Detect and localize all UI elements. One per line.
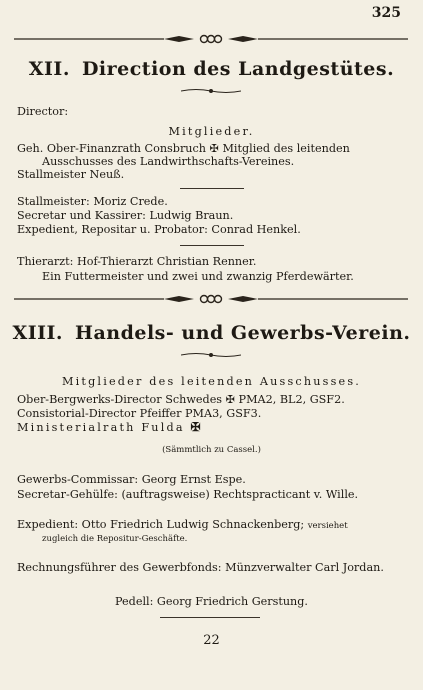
page-number: 325 <box>371 5 401 21</box>
section-title-xiii <box>0 322 423 344</box>
small-ornament <box>181 87 241 95</box>
section-heading: Handels- und Gewerbs-Verein. <box>75 322 411 344</box>
members-heading: Mitglieder des leitenden Ausschusses. <box>61 375 362 388</box>
expedient-note: versiehet <box>307 521 348 531</box>
ornamental-rule-top <box>14 33 408 45</box>
stallmeister-line: Stallmeister Neuß. <box>17 168 125 181</box>
staff-line: Expedient, Repositar u. Probator: Conrad Henkel. <box>17 223 301 236</box>
staff-line: Secretar und Kassirer: Ludwig Braun. <box>17 209 234 222</box>
secretar-line: Secretar-Gehülfe: (auftragsweise) Rechtspracticant v. Wille. <box>17 488 359 501</box>
vet-line-cont: Ein Futtermeister und zwei und zwanzig Pferdewärter. <box>42 270 354 283</box>
members-heading: Mitglieder. <box>168 125 255 138</box>
divider <box>180 188 244 189</box>
commissar-line: Gewerbs-Commissar: Georg Ernst Espe. <box>17 473 246 486</box>
rechnungsfuehrer-line: Rechnungsführer des Gewerbfonds: Münzverwalter Carl Jordan. <box>17 561 384 574</box>
location-note: (Sämmtlich zu Cassel.) <box>162 445 261 455</box>
order-cross-icon: ✠ <box>190 420 203 434</box>
divider <box>160 617 260 618</box>
member-line: Ober-Bergwerks-Director Schwedes ✠ PMA2, BL2, GSF2. <box>17 393 345 406</box>
member-line-cont: Ausschusses des Landwirthschafts-Vereines. <box>42 155 295 168</box>
member-line <box>17 421 203 434</box>
small-ornament <box>181 351 241 359</box>
member-line: Geh. Ober-Finanzrath Consbruch ✠ Mitglied des leitenden <box>17 142 350 155</box>
expedient-main: Expedient: Otto Friedrich Ludwig Schnackenberg; <box>17 518 305 531</box>
divider <box>180 245 244 246</box>
pedell-line: Pedell: Georg Friedrich Gerstung. <box>115 595 308 608</box>
section-title-xii <box>0 58 423 80</box>
director-label: Director: <box>17 105 69 118</box>
ornamental-rule-middle <box>14 293 408 305</box>
section-heading: Direction des Landgestütes. <box>81 58 395 80</box>
member-line: Consistorial-Director Pfeiffer PMA3, GSF3. <box>17 407 262 420</box>
section-number: XII. <box>28 58 70 80</box>
expedient-note-cont: zugleich die Repositur-Geschäfte. <box>42 534 188 544</box>
vet-line: Thierarzt: Hof-Thierarzt Christian Renner. <box>17 255 257 268</box>
expedient-line <box>17 518 348 533</box>
staff-line: Stallmeister: Moriz Crede. <box>17 195 168 208</box>
section-number: XIII. <box>12 322 64 344</box>
member-name: Ministerialrath Fulda <box>17 421 185 434</box>
signature-mark: 22 <box>203 633 220 648</box>
